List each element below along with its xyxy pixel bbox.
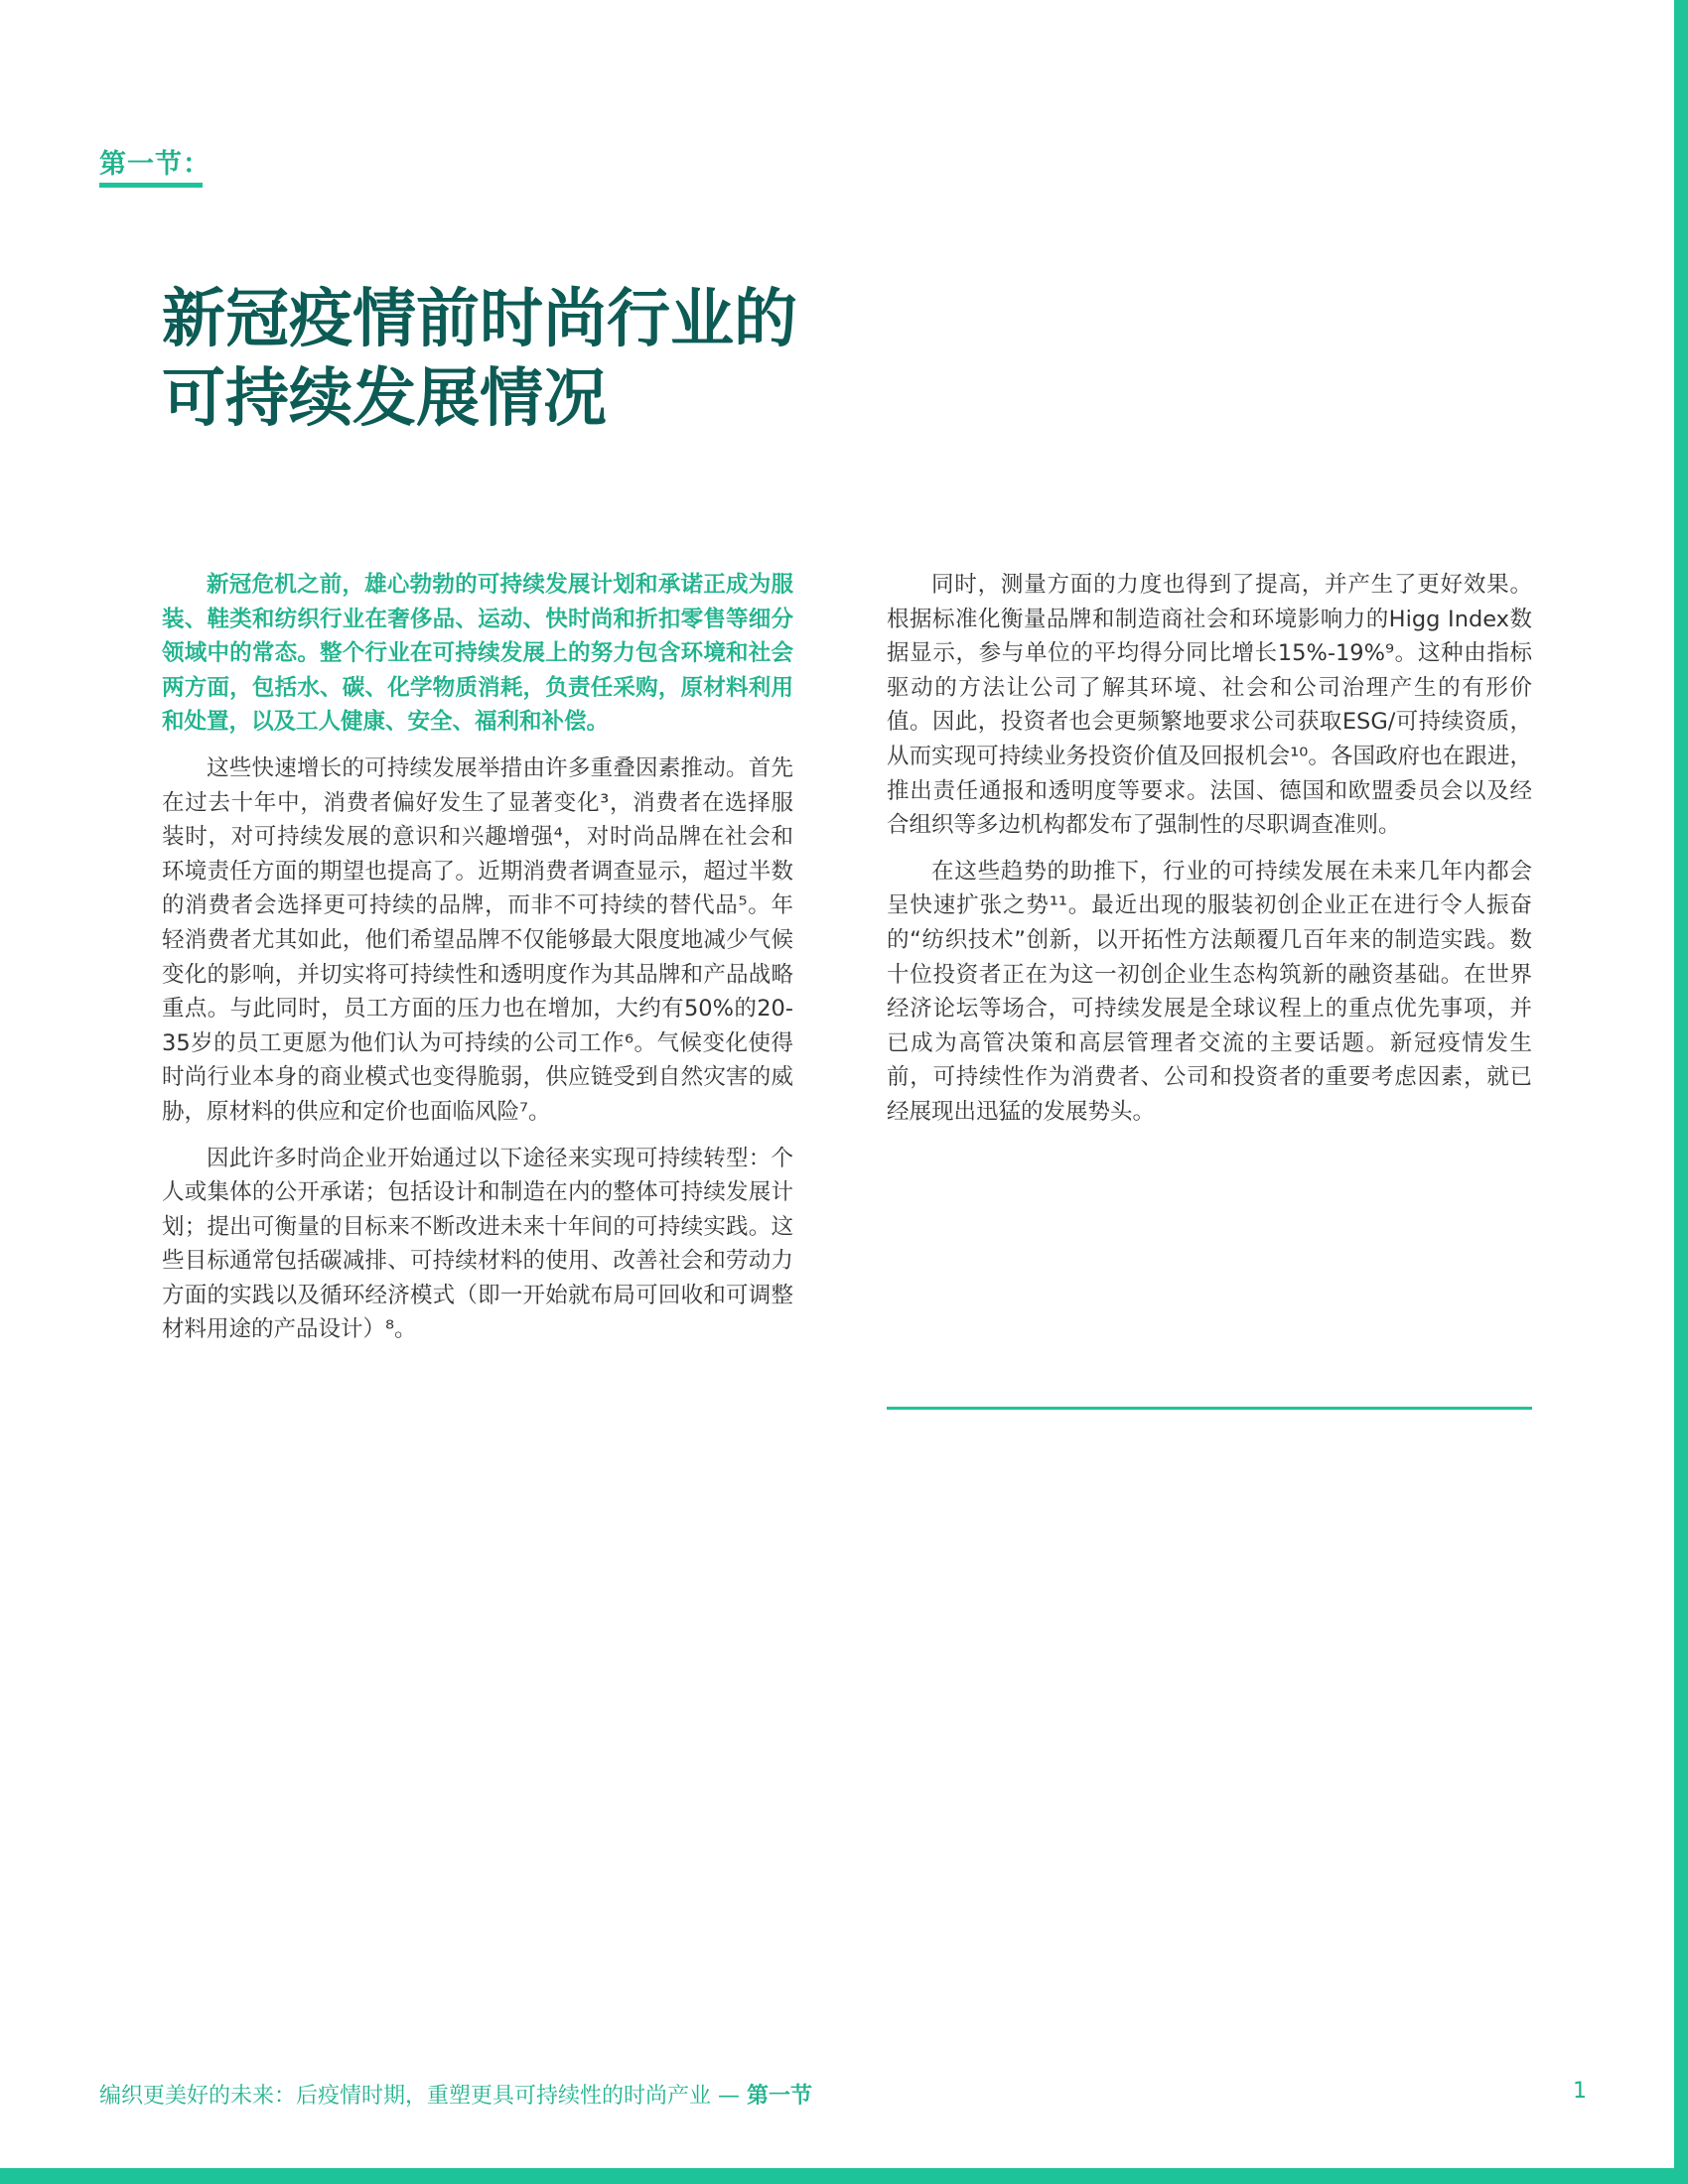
page-number: 1: [1573, 2079, 1587, 2104]
page-title-line-2: 可持续发展情况: [162, 362, 607, 436]
body-paragraph: 在这些趋势的助推下，行业的可持续发展在未来几年内都会呈快速扩张之势¹¹。最近出现的服装初创企业正在进行令人振奋的“纺织技术”创新，以开拓性方法颠覆几百年来的制造实践。数十位投资者正在为这一初创企业生态构筑新的融资基础。在世界经济论坛等场合，可持续发展是全球议程上的重点优先事项，并已成为高管决策和高层管理者交流的主要话题。新冠疫情发生前，可持续性作为消费者、公司和投资者的重要考虑因素，就已经展现出迅猛的发展势头。: [887, 858, 1532, 1125]
right-column: [887, 568, 1532, 1142]
body-paragraph: 同时，测量方面的力度也得到了提高，并产生了更好效果。根据标准化衡量品牌和制造商社会和环境影响力的Higg Index数据显示，参与单位的平均得分同比增长15%-19%⁹。这种由指标驱动的方法让公司了解其环境、社会和公司治理产生的有形价值。因此，投资者也会更频繁地要求公司获取ESG/可持续资质，从而实现可持续业务投资价值及回报机会¹⁰。各国政府也在跟进，推出责任通报和透明度等要求。法国、德国和欧盟委员会以及经合组织等多边机构都发布了强制性的尽职调查准则。: [887, 572, 1532, 839]
page-title: [162, 280, 916, 439]
section-label-underline: [99, 183, 203, 188]
section-label: 第一节：: [99, 149, 211, 180]
footer-title: 编织更美好的未来：后疫情时期，重塑更具可持续性的时尚产业 —: [99, 2084, 747, 2109]
right-edge-bar: [1674, 0, 1688, 2184]
footer: [99, 2079, 812, 2110]
body-paragraph: 这些快速增长的可持续发展举措由许多重叠因素推动。首先在过去十年中，消费者偏好发生了显著变化³，消费者在选择服装时，对可持续发展的意识和兴趣增强⁴，对时尚品牌在社会和环境责任方面的期望也提高了。近期消费者调查显示，超过半数的消费者会选择更可持续的品牌，而非不可持续的替代品⁵。年轻消费者尤其如此，他们希望品牌不仅能够最大限度地减少气候变化的影响，并切实将可持续性和透明度作为其品牌和产品战略重点。与此同时，员工方面的压力也在增加，大约有50%的20-35岁的员工更愿为他们认为可持续的公司工作⁶。气候变化使得时尚行业本身的商业模式也变得脆弱，供应链受到自然灾害的威胁，原材料的供应和定价也面临风险⁷。: [162, 754, 793, 1125]
body-paragraph: 因此许多时尚企业开始通过以下途径来实现可持续转型：个人或集体的公开承诺；包括设计和制造在内的整体可持续发展计划；提出可衡量的目标来不断改进未来十年间的可持续实践。这些目标通常包括碳减排、可持续材料的使用、改善社会和劳动力方面的实践以及循环经济模式（即一开始就布局可回收和可调整材料用途的产品设计）⁸。: [162, 1145, 793, 1343]
page-title-line-1: 新冠疫情前时尚行业的: [162, 283, 797, 356]
column-divider: [887, 1407, 1532, 1410]
bottom-edge-bar: [0, 2168, 1688, 2184]
lead-paragraph: 新冠危机之前，雄心勃勃的可持续发展计划和承诺正成为服装、鞋类和纺织行业在奢侈品、运动、快时尚和折扣零售等细分领域中的常态。整个行业在可持续发展上的努力包含环境和社会两方面，包括水、碳、化学物质消耗，负责任采购，原材料利用和处置，以及工人健康、安全、福利和补偿。: [162, 572, 793, 736]
footer-section: 第一节: [747, 2084, 813, 2109]
left-column: [162, 568, 793, 1359]
